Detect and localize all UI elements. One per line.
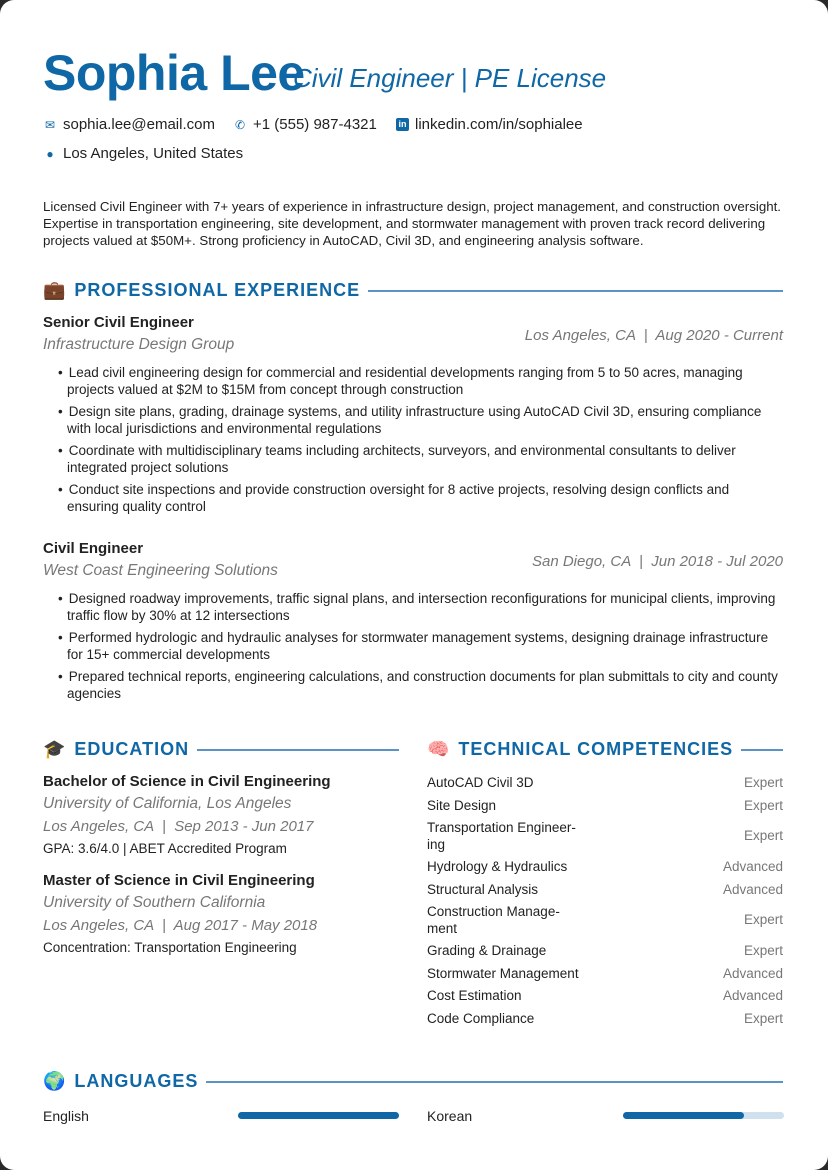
competency-level: Advanced: [722, 965, 783, 981]
education-meta: Los Angeles, CA | Sep 2013 - Jun 2017: [43, 818, 314, 835]
location-text: Los Angeles, United States: [63, 145, 244, 162]
competencies-heading: 🧠 TECHNICAL COMPETENCIES: [427, 739, 783, 760]
competency-item: [427, 966, 783, 983]
envelope-icon: ✉: [44, 117, 56, 132]
education-list: [43, 773, 399, 955]
bullet: • Design site plans, grading, drainage systems, and utility infrastructure using AutoCAD Civil 3D, ensuring compliance with local jurisdictions and environmental regulations: [53, 403, 783, 437]
experience-heading: 💼 PROFESSIONAL EXPERIENCE: [43, 280, 783, 301]
competency-item: [427, 798, 783, 815]
phone-text: +1 (555) 987-4321: [253, 116, 377, 133]
job-title: Civil Engineer: [43, 540, 144, 557]
competency-item: [427, 1011, 783, 1028]
language-level-bar: [238, 1112, 399, 1119]
bullet: • Lead civil engineering design for commercial and residential developments ranging from 5 to 50 acres, managing projects valued at $2M to $15M from concept through construction: [53, 364, 783, 398]
competency-item: [427, 775, 783, 792]
globe-icon: 🌍: [43, 1071, 67, 1091]
school: University of Southern California: [43, 894, 266, 911]
competency-name: Hydrology & Hydraulics: [427, 859, 568, 874]
bullet: • Prepared technical reports, engineering calculations, and construction documents for plan submittals to city and county agencies: [53, 668, 783, 702]
school: University of California, Los Angeles: [43, 795, 292, 812]
education-meta: Los Angeles, CA | Aug 2017 - May 2018: [43, 917, 318, 934]
job-2: [43, 540, 783, 707]
briefcase-icon: 💼: [43, 280, 67, 300]
competency-item: [427, 904, 783, 937]
education-item: [43, 773, 399, 856]
competency-item: [427, 988, 783, 1005]
language-level-bar: [623, 1112, 784, 1119]
competency-name: Cost Estimation: [427, 988, 522, 1003]
map-pin-icon: ●: [46, 146, 54, 161]
summary: Licensed Civil Engineer with 7+ years of experience in infrastructure design, project management, and construction oversight. Expertise in transportation engineering, site development, and stormwater management with proven track record delivering projects valued at $50M+. Strong proficiency in AutoCAD, Civil 3D, and engineering analysis software.: [43, 199, 782, 248]
competency-item: [427, 943, 783, 960]
education-heading: 🎓 EDUCATION: [43, 739, 399, 760]
bullet: • Conduct site inspections and provide construction oversight for 8 active projects, resolving design conflicts and ensuring quality control: [53, 481, 783, 515]
bullet: • Designed roadway improvements, traffic signal plans, and intersection reconfigurations for municipal clients, improving traffic flow by 30% at 12 intersections: [53, 590, 783, 624]
competency-name: AutoCAD Civil 3D: [427, 775, 534, 790]
job-1: [43, 314, 783, 520]
competency-name: Grading & Drainage: [427, 943, 547, 958]
education-note: Concentration: Transportation Engineering: [43, 940, 297, 955]
competency-level: Expert: [743, 912, 783, 928]
degree: Master of Science in Civil Engineering: [43, 872, 315, 889]
email-text[interactable]: sophia.lee@email.com: [63, 116, 215, 133]
degree: Bachelor of Science in Civil Engineering: [43, 773, 331, 790]
competency-level: Advanced: [722, 859, 783, 874]
competency-list: [427, 775, 783, 1033]
education-item: [43, 872, 399, 955]
competency-item: [427, 820, 783, 853]
bullet: • Performed hydrologic and hydraulic analyses for stormwater management systems, designing drainage infrastructure for 15+ commercial developments: [53, 629, 783, 663]
brain-icon: 🧠: [427, 739, 451, 759]
candidate-title: Civil Engineer | PE License: [293, 63, 607, 93]
company: West Coast Engineering Solutions: [43, 562, 278, 579]
languages-heading: 🌍 LANGUAGES: [43, 1071, 783, 1092]
phone-icon: ✆: [234, 117, 246, 132]
competency-level: Expert: [743, 943, 783, 958]
competency-level: Advanced: [722, 988, 783, 1003]
linkedin-text[interactable]: linkedin.com/in/sophialee: [415, 116, 583, 133]
company: Infrastructure Design Group: [43, 336, 235, 353]
location-contact: [43, 145, 243, 162]
job-bullets: [43, 590, 783, 702]
linkedin-contact: [396, 116, 583, 133]
competency-name: Transportation Engineer-ing: [427, 820, 576, 852]
linkedin-icon: in: [396, 118, 409, 131]
competency-level: Expert: [743, 797, 783, 813]
candidate-name: Sophia Lee: [43, 45, 305, 101]
competency-item: [427, 859, 783, 876]
email-contact: [43, 116, 215, 133]
competency-item: [427, 882, 783, 899]
graduation-cap-icon: 🎓: [43, 739, 67, 759]
competency-name: Construction Manage-ment: [427, 904, 560, 936]
education-note: GPA: 3.6/4.0 | ABET Accredited Program: [43, 841, 287, 856]
phone-contact: [233, 116, 377, 133]
language-name: Korean: [427, 1108, 473, 1124]
language-name: English: [43, 1108, 89, 1124]
competency-name: Stormwater Management: [427, 965, 579, 981]
job-bullets: [43, 364, 783, 515]
job-title: Senior Civil Engineer: [43, 314, 194, 331]
competency-level: Advanced: [722, 881, 783, 897]
job-meta: Los Angeles, CA | Aug 2020 - Current: [524, 327, 783, 344]
competency-level: Expert: [743, 775, 783, 790]
job-meta: San Diego, CA | Jun 2018 - Jul 2020: [531, 553, 783, 570]
bullet: • Coordinate with multidisciplinary teams including architects, surveyors, and environmental consultants to deliver integrated project solutions: [53, 442, 783, 476]
competency-name: Code Compliance: [427, 1010, 535, 1026]
competency-level: Expert: [743, 828, 783, 844]
competency-name: Structural Analysis: [427, 881, 539, 897]
competency-level: Expert: [743, 1010, 783, 1026]
competency-name: Site Design: [427, 797, 497, 813]
